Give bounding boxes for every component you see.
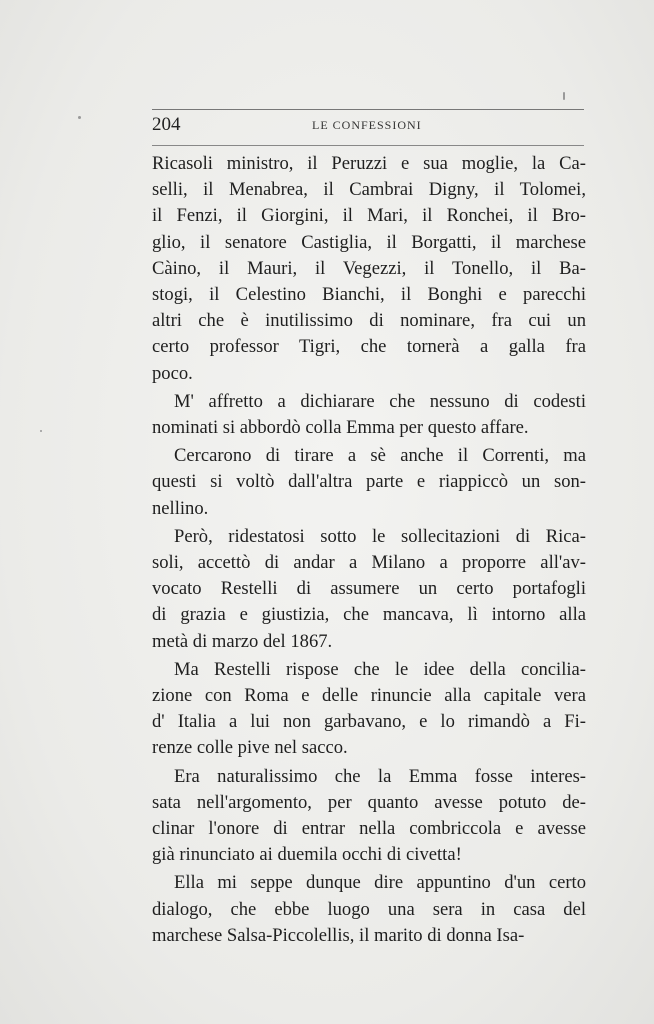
text-line: vocato Restelli di assumere un certo portafogli (152, 578, 586, 600)
text-line: il Fenzi, il Giorgini, il Mari, il Ronchei, il Bro- (152, 205, 586, 227)
paragraph (152, 151, 586, 387)
text-line: certo professor Tigri, che tornerà a galla fra (152, 336, 586, 358)
top-rule (152, 109, 584, 110)
paper-speck (563, 92, 565, 100)
text-line: Càino, il Mauri, il Vegezzi, il Tonello, il Ba- (152, 257, 586, 279)
text-line: nominati si abbordò colla Emma per questo affare. (152, 417, 529, 439)
text-line: altri che è inutilissimo di nominare, fra cui un (152, 310, 586, 332)
text-line: Però, ridestatosi sotto le sollecitazioni di Rica- (174, 525, 586, 547)
text-line: soli, accettò di andar a Milano a proporre all'av- (152, 552, 586, 574)
paragraph (152, 657, 586, 762)
text-line: Ella mi seppe dunque dire appuntino d'un certo (174, 872, 586, 894)
body-text (152, 151, 586, 951)
paper-speck (78, 116, 81, 119)
text-line: clinar l'onore di entrar nella combriccola e avesse (152, 818, 586, 840)
text-line: sata nell'argomento, per quanto avesse potuto de- (152, 791, 586, 813)
text-line: Era naturalissimo che la Emma fosse interes- (174, 765, 586, 787)
text-line: questi si voltò dall'altra parte e riappiccò un son- (152, 471, 586, 493)
text-line: dialogo, che ebbe luogo una sera in casa del (152, 898, 586, 920)
paragraph (152, 389, 586, 441)
paragraph (152, 870, 586, 949)
text-line: già rinunciato ai duemila occhi di civetta! (152, 844, 462, 866)
text-line: marchese Salsa-Piccolellis, il marito di donna Isa- (152, 924, 525, 946)
running-title: LE CONFESSIONI (312, 118, 422, 132)
running-head (152, 114, 584, 140)
text-line: selli, il Menabrea, il Cambrai Digny, il Tolomei, (152, 179, 586, 201)
paragraph (152, 524, 586, 655)
text-line: Cercarono di tirare a sè anche il Correnti, ma (174, 445, 586, 467)
text-line: d' Italia a lui non garbavano, e lo rimandò a Fi- (152, 711, 586, 733)
text-line: di grazia e giustizia, che mancava, lì intorno alla (152, 604, 586, 626)
text-line: stogi, il Celestino Bianchi, il Bonghi e parecchi (152, 284, 586, 306)
text-line: M' affretto a dichiarare che nessuno di codesti (174, 390, 586, 412)
text-line: zione con Roma e delle rinuncie alla capitale vera (152, 685, 586, 707)
text-line: metà di marzo del 1867. (152, 630, 333, 652)
text-line: nellino. (152, 497, 209, 519)
paper-speck (40, 430, 42, 432)
paragraph (152, 443, 586, 522)
text-line: poco. (152, 362, 193, 384)
text-line: renze colle pive nel sacco. (152, 737, 348, 759)
text-line: glio, il senatore Castiglia, il Borgatti, il marchese (152, 231, 586, 253)
text-line: Ma Restelli rispose che le idee della concilia- (174, 658, 586, 680)
paragraph (152, 764, 586, 869)
text-line: Ricasoli ministro, il Peruzzi e sua moglie, la Ca- (152, 153, 586, 174)
page-number: 204 (152, 114, 181, 135)
header-rule (152, 145, 584, 146)
